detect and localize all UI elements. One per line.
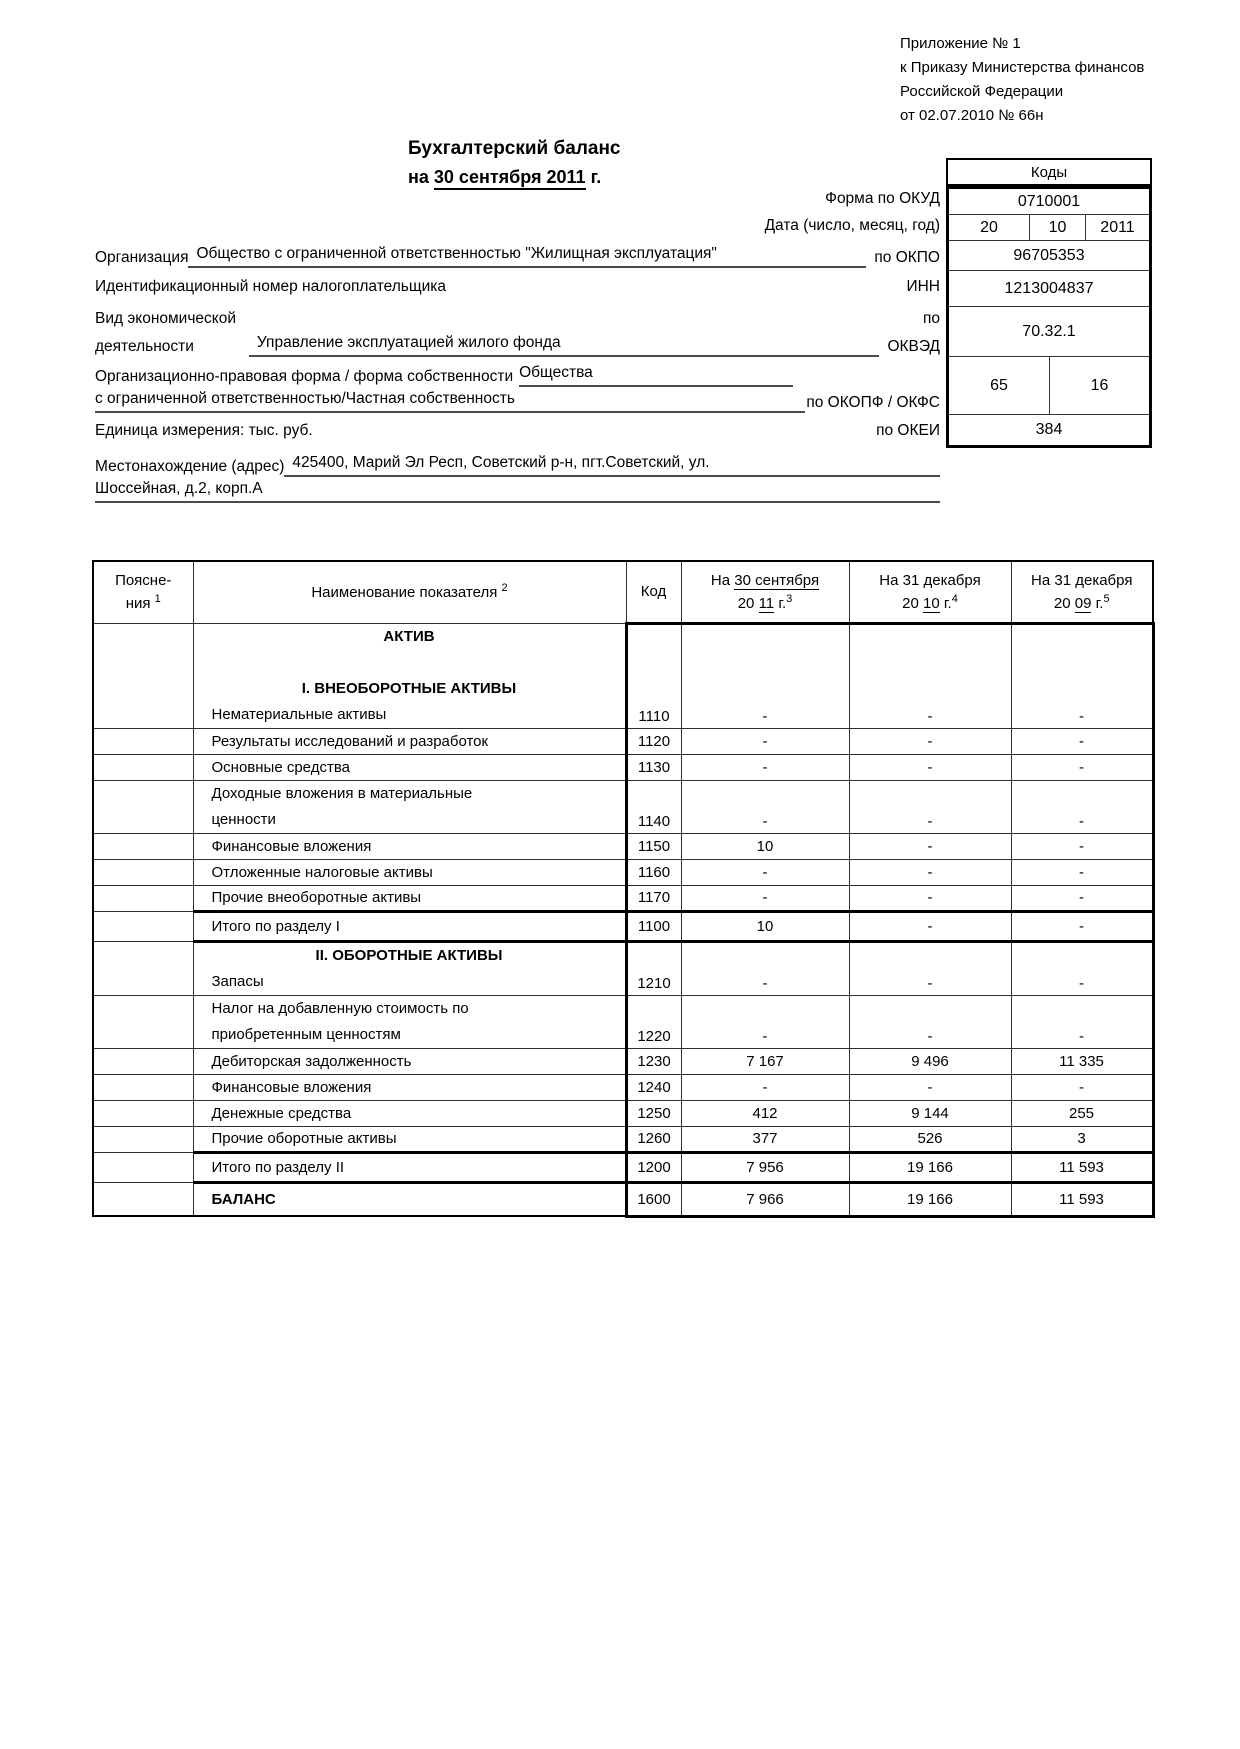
value-2010-cell: 526	[849, 1126, 1011, 1152]
table-row	[93, 1074, 1153, 1100]
balance-table	[92, 560, 1155, 1218]
date-day: 20	[980, 218, 998, 236]
row-name-line1: Налог на добавленную стоимость по	[211, 999, 469, 1017]
appendix-line: от 02.07.2010 № 66н	[900, 107, 1044, 124]
hdr-2011-date: 30 сентября	[734, 571, 820, 589]
value-2009-cell: -	[1011, 623, 1153, 728]
okopf-okfs-row	[949, 357, 1149, 415]
okud-value: 0710001	[949, 189, 1149, 215]
unit-line	[95, 420, 940, 441]
value-2010-cell: -	[849, 995, 1011, 1048]
value-2010-cell: -	[849, 1074, 1011, 1100]
value-2011-cell: 10	[681, 911, 849, 941]
name-cell: Финансовые вложения	[193, 833, 626, 859]
value-2009-cell: -	[1011, 1074, 1153, 1100]
okpo-value: 96705353	[949, 241, 1149, 271]
name-cell: Итого по разделу II	[193, 1152, 626, 1182]
appendix-line: к Приказу Министерства финансов	[900, 59, 1145, 76]
name-header-sup: 2	[501, 581, 508, 594]
notes-cell	[93, 1048, 193, 1074]
table-row	[93, 1100, 1153, 1126]
address-value-2: Шоссейная, д.2, корп.А	[95, 478, 940, 503]
okved-value: 70.32.1	[949, 307, 1149, 357]
section-aktiv: АКТИВ	[383, 627, 435, 645]
table-row	[93, 859, 1153, 885]
okopf-value: 65	[990, 376, 1008, 394]
hdr-2011-century: 20	[737, 594, 755, 612]
code-cell: 1100	[626, 911, 681, 941]
code-cell: 1150	[626, 833, 681, 859]
inn-short-label: ИНН	[906, 278, 940, 295]
notes-cell	[93, 911, 193, 941]
value-2010-cell: -	[849, 833, 1011, 859]
code-cell: 1140	[626, 780, 681, 833]
value-2009-cell: 11 593	[1011, 1182, 1153, 1216]
value-2010-cell: -	[849, 885, 1011, 911]
value-2011-cell: -	[681, 780, 849, 833]
okfs-value: 16	[1049, 357, 1149, 414]
activity-label-1: Вид экономической	[95, 310, 237, 327]
name-cell: Отложенные налоговые активы	[193, 859, 626, 885]
value-2010-cell: -	[849, 754, 1011, 780]
name-cell: Денежные средства	[193, 1100, 626, 1126]
name-cell	[193, 623, 626, 728]
name-cell	[193, 941, 626, 995]
codes-box	[946, 186, 1152, 448]
okei-value: 384	[1035, 421, 1063, 438]
hdr-2011-g: г.	[778, 594, 787, 612]
notes-cell	[93, 1100, 193, 1126]
date-month: 10	[1029, 215, 1085, 240]
appendix-note	[900, 32, 1144, 128]
code-cell: 1260	[626, 1126, 681, 1152]
table-row	[93, 1048, 1153, 1074]
code-cell: 1220	[626, 995, 681, 1048]
notes-cell	[93, 941, 193, 995]
date-prefix: на	[408, 167, 429, 187]
hdr-2009-g: г.	[1095, 594, 1104, 612]
date-label-line	[95, 215, 940, 236]
value-2011-cell: 377	[681, 1126, 849, 1152]
notes-header-line2: ния	[125, 595, 151, 613]
value-2010-cell: -	[849, 780, 1011, 833]
code-cell: 1600	[626, 1182, 681, 1216]
name-cell	[193, 995, 626, 1048]
inn-line	[95, 276, 940, 297]
unit-label: Единица измерения: тыс. руб.	[95, 422, 313, 439]
notes-cell	[93, 623, 193, 728]
col-header-2009	[1011, 561, 1153, 623]
notes-cell	[93, 859, 193, 885]
value-2010-cell: 9 496	[849, 1048, 1011, 1074]
value-2009-cell: -	[1011, 859, 1153, 885]
appendix-line: Российской Федерации	[900, 83, 1064, 100]
hdr-2010-g: г.	[943, 594, 952, 612]
col-header-2011	[681, 561, 849, 623]
notes-cell	[93, 780, 193, 833]
value-2009-cell: -	[1011, 995, 1153, 1048]
value-2009-cell: -	[1011, 911, 1153, 941]
value-2011-cell: -	[681, 623, 849, 728]
code-cell: 1110	[626, 623, 681, 728]
code-cell: 1130	[626, 754, 681, 780]
inn-label: Идентификационный номер налогоплательщика	[95, 278, 447, 295]
name-cell: Прочие внеоборотные активы	[193, 885, 626, 911]
activity-label-2: деятельности	[95, 338, 194, 355]
appendix-line: Приложение № 1	[900, 35, 1021, 52]
value-2010-cell: -	[849, 728, 1011, 754]
table-row	[93, 995, 1153, 1048]
hdr-2010-pre: На 31 декабря	[879, 571, 981, 589]
name-cell: Финансовые вложения	[193, 1074, 626, 1100]
table-row	[93, 754, 1153, 780]
hdr-2010-century: 20	[902, 594, 919, 612]
inn-value: 1213004837	[949, 271, 1149, 307]
value-2011-cell: -	[681, 885, 849, 911]
legal-form-line-2	[95, 388, 940, 413]
table-row	[93, 728, 1153, 754]
po-label: по	[922, 310, 940, 327]
table-row-total-section2	[93, 1152, 1153, 1182]
table-row	[93, 780, 1153, 833]
activity-line-2	[95, 332, 940, 357]
date-suffix: г.	[590, 167, 602, 187]
name-cell	[193, 780, 626, 833]
table-row	[93, 941, 1153, 995]
notes-cell	[93, 754, 193, 780]
notes-cell	[93, 995, 193, 1048]
table-row	[93, 623, 1153, 728]
value-2009-cell: -	[1011, 941, 1153, 995]
date-year: 2011	[1085, 215, 1149, 240]
activity-value: Управление эксплуатацией жилого фонда	[249, 332, 880, 357]
okei-label: по ОКЕИ	[876, 422, 940, 439]
hdr-2009-year: 09	[1074, 594, 1092, 612]
table-row	[93, 1126, 1153, 1152]
code-cell: 1120	[626, 728, 681, 754]
okud-label-line	[95, 188, 940, 209]
address-line-2	[95, 478, 940, 503]
value-2011-cell: -	[681, 859, 849, 885]
value-2011-cell: 7 966	[681, 1182, 849, 1216]
value-2009-cell: -	[1011, 885, 1153, 911]
value-2011-cell: -	[681, 941, 849, 995]
col-header-2010	[849, 561, 1011, 623]
hdr-2010-year: 10	[923, 594, 940, 612]
name-cell: Результаты исследований и разработок	[193, 728, 626, 754]
row-name-line2: приобретенным ценностям	[211, 1025, 401, 1043]
name-header: Наименование показателя	[311, 583, 498, 601]
value-2010-cell: 19 166	[849, 1182, 1011, 1216]
value-2011-cell: 7 167	[681, 1048, 849, 1074]
okopf-okfs-label: по ОКОПФ / ОКФС	[806, 394, 940, 411]
value-2011-cell: 7 956	[681, 1152, 849, 1182]
value-2009-cell: 11 593	[1011, 1152, 1153, 1182]
code-cell: 1200	[626, 1152, 681, 1182]
table-row	[93, 833, 1153, 859]
date-label: Дата (число, месяц, год)	[764, 217, 940, 234]
col-header-notes	[93, 561, 193, 623]
value-2011-cell: -	[681, 754, 849, 780]
organization-value: Общество с ограниченной ответственностью "Жилищная эксплуатация"	[188, 243, 866, 268]
value-2009-cell: 255	[1011, 1100, 1153, 1126]
name-cell: Итого по разделу I	[193, 911, 626, 941]
address-line-1	[95, 452, 940, 477]
table-row-total-section1	[93, 911, 1153, 941]
legal-form-label: Организационно-правовая форма / форма собственности	[95, 368, 514, 385]
hdr-2011-sup: 3	[786, 592, 793, 605]
col-header-code: Код	[626, 561, 681, 623]
notes-cell	[93, 1182, 193, 1216]
hdr-2010-sup: 4	[951, 592, 958, 605]
value-2011-cell: -	[681, 728, 849, 754]
row-name-line2: ценности	[211, 810, 276, 828]
code-cell: 1160	[626, 859, 681, 885]
table-row	[93, 885, 1153, 911]
legal-form-value-1: Общества	[519, 362, 793, 387]
value-2011-cell: -	[681, 1074, 849, 1100]
value-2011-cell: 412	[681, 1100, 849, 1126]
code-cell: 1210	[626, 941, 681, 995]
organization-label: Организация	[95, 249, 189, 266]
name-cell: Основные средства	[193, 754, 626, 780]
hdr-2009-sup: 5	[1103, 592, 1110, 605]
table-header-row	[93, 561, 1153, 623]
document-title: Бухгалтерский баланс	[408, 138, 621, 159]
value-2009-cell: -	[1011, 780, 1153, 833]
report-date: 30 сентября 2011	[434, 167, 586, 190]
address-value-1: 425400, Марий Эл Респ, Советский р-н, пгт.Советский, ул.	[284, 452, 940, 477]
name-cell: БАЛАНС	[193, 1182, 626, 1216]
hdr-2009-pre: На 31 декабря	[1031, 571, 1133, 589]
value-2010-cell: -	[849, 859, 1011, 885]
row-name: Запасы	[211, 972, 264, 990]
notes-cell	[93, 833, 193, 859]
value-2011-cell: 10	[681, 833, 849, 859]
section-current-assets: II. ОБОРОТНЫЕ АКТИВЫ	[315, 946, 503, 964]
table-row-balance-total	[93, 1182, 1153, 1216]
value-2011-cell: -	[681, 995, 849, 1048]
date-value-row	[949, 215, 1149, 241]
notes-cell	[93, 1152, 193, 1182]
okud-label: Форма по ОКУД	[825, 190, 940, 207]
value-2010-cell: -	[849, 941, 1011, 995]
code-cell: 1250	[626, 1100, 681, 1126]
row-name-line1: Доходные вложения в материальные	[211, 784, 473, 802]
value-2009-cell: -	[1011, 754, 1153, 780]
notes-header-sup: 1	[154, 593, 161, 606]
hdr-2009-century: 20	[1053, 594, 1071, 612]
value-2010-cell: 19 166	[849, 1152, 1011, 1182]
col-header-name	[193, 561, 626, 623]
value-2009-cell: -	[1011, 833, 1153, 859]
legal-form-value-2: с ограниченной ответственностью/Частная собственность	[95, 388, 805, 413]
value-2009-cell: 11 335	[1011, 1048, 1153, 1074]
value-2009-cell: -	[1011, 728, 1153, 754]
code-cell: 1240	[626, 1074, 681, 1100]
document-title-block	[408, 138, 621, 188]
value-2010-cell: -	[849, 623, 1011, 728]
notes-cell	[93, 885, 193, 911]
notes-cell	[93, 1126, 193, 1152]
value-2009-cell: 3	[1011, 1126, 1153, 1152]
notes-header-line1: Поясне-	[115, 572, 172, 590]
name-cell: Прочие оборотные активы	[193, 1126, 626, 1152]
notes-cell	[93, 728, 193, 754]
code-cell: 1170	[626, 885, 681, 911]
value-2010-cell: 9 144	[849, 1100, 1011, 1126]
row-name: Нематериальные активы	[211, 705, 387, 723]
address-label: Местонахождение (адрес)	[95, 458, 285, 475]
okpo-label: по ОКПО	[874, 249, 940, 266]
code-cell: 1230	[626, 1048, 681, 1074]
document-date-line	[408, 167, 621, 188]
hdr-2011-year: 11	[758, 594, 775, 612]
codes-header: Коды	[946, 158, 1152, 186]
activity-line-1	[95, 308, 940, 329]
legal-form-line-1	[95, 362, 940, 387]
okved-label: ОКВЭД	[887, 338, 940, 355]
notes-cell	[93, 1074, 193, 1100]
section-noncurrent-assets: I. ВНЕОБОРОТНЫЕ АКТИВЫ	[301, 679, 517, 697]
hdr-2011-pre: На	[710, 571, 731, 589]
organization-line	[95, 243, 940, 268]
value-2010-cell: -	[849, 911, 1011, 941]
name-cell: Дебиторская задолженность	[193, 1048, 626, 1074]
